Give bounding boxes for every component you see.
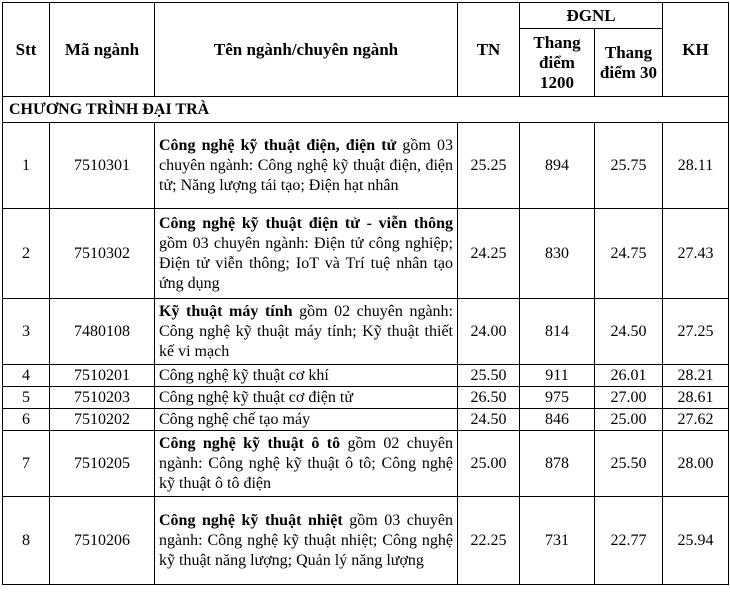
row-dgnl-1200: 878 — [520, 431, 595, 497]
row-stt: 1 — [3, 123, 50, 209]
row-ten-nganh — [155, 123, 458, 209]
row-tn: 24.00 — [458, 299, 520, 365]
row-dgnl-1200: 846 — [520, 409, 595, 431]
row-dgnl-1200: 894 — [520, 123, 595, 209]
row-stt: 6 — [3, 409, 50, 431]
table-row — [3, 387, 729, 409]
row-stt: 5 — [3, 387, 50, 409]
table-row — [3, 299, 729, 365]
row-ten-nganh — [155, 431, 458, 497]
row-ten-nganh-desc: Công nghệ chế tạo máy — [159, 410, 311, 428]
row-ten-nganh — [155, 387, 458, 409]
row-tn: 24.50 — [458, 409, 520, 431]
row-ten-nganh-bold: Công nghệ kỹ thuật nhiệt — [159, 511, 343, 529]
row-dgnl-30: 24.75 — [595, 209, 663, 299]
row-dgnl-30: 26.01 — [595, 365, 663, 387]
section-title: CHƯƠNG TRÌNH ĐẠI TRÀ — [3, 97, 729, 123]
row-ma-nganh: 7480108 — [50, 299, 155, 365]
row-ten-nganh-desc: gồm 03 chuyên ngành: Điện tử công nghiệp; Điện tử viễn thông; IoT và Trí tuệ nhân tạo ứng dụng — [159, 234, 453, 292]
row-kh: 28.11 — [663, 123, 729, 209]
table-row — [3, 123, 729, 209]
row-dgnl-1200: 814 — [520, 299, 595, 365]
header-tn: TN — [458, 3, 520, 97]
row-dgnl-1200: 975 — [520, 387, 595, 409]
row-kh: 27.62 — [663, 409, 729, 431]
row-ma-nganh: 7510201 — [50, 365, 155, 387]
row-kh: 28.21 — [663, 365, 729, 387]
row-kh: 28.00 — [663, 431, 729, 497]
table-row — [3, 365, 729, 387]
row-stt: 2 — [3, 209, 50, 299]
row-tn: 26.50 — [458, 387, 520, 409]
row-ten-nganh — [155, 409, 458, 431]
row-ten-nganh — [155, 365, 458, 387]
header-thang-30: Thang điểm 30 — [595, 29, 663, 97]
row-dgnl-1200: 911 — [520, 365, 595, 387]
row-ten-nganh-bold: Công nghệ kỹ thuật ô tô — [159, 434, 341, 452]
header-ten-nganh: Tên ngành/chuyên ngành — [155, 3, 458, 97]
row-tn: 25.50 — [458, 365, 520, 387]
row-ten-nganh-desc: gồm 02 chuyên ngành: Công nghệ kỹ thuật máy tính; Kỹ thuật thiết kế vi mạch — [159, 302, 453, 360]
row-ma-nganh: 7510205 — [50, 431, 155, 497]
header-thang-1200: Thang điểm 1200 — [520, 29, 595, 97]
row-stt: 7 — [3, 431, 50, 497]
row-dgnl-30: 25.00 — [595, 409, 663, 431]
row-tn: 25.25 — [458, 123, 520, 209]
row-ma-nganh: 7510206 — [50, 497, 155, 585]
header-stt: Stt — [3, 3, 50, 97]
table-row — [3, 497, 729, 585]
row-ma-nganh: 7510302 — [50, 209, 155, 299]
row-kh: 25.94 — [663, 497, 729, 585]
row-dgnl-30: 25.75 — [595, 123, 663, 209]
row-kh: 28.61 — [663, 387, 729, 409]
row-ten-nganh-bold: Kỹ thuật máy tính — [159, 302, 293, 320]
row-tn: 22.25 — [458, 497, 520, 585]
row-dgnl-1200: 830 — [520, 209, 595, 299]
row-dgnl-30: 24.50 — [595, 299, 663, 365]
row-stt: 8 — [3, 497, 50, 585]
header-kh: KH — [663, 3, 729, 97]
row-tn: 24.25 — [458, 209, 520, 299]
row-ma-nganh: 7510202 — [50, 409, 155, 431]
row-ma-nganh: 7510301 — [50, 123, 155, 209]
row-ma-nganh: 7510203 — [50, 387, 155, 409]
header-dgnl: ĐGNL — [520, 3, 663, 29]
row-dgnl-1200: 731 — [520, 497, 595, 585]
row-dgnl-30: 22.77 — [595, 497, 663, 585]
row-ten-nganh-desc: gồm 03 chuyên ngành: Công nghệ kỹ thuật điện, điện tử; Năng lượng tái tạo; Điện hạt nhân — [159, 136, 453, 194]
row-ten-nganh-bold: Công nghệ kỹ thuật điện tử - viễn thông — [159, 214, 453, 232]
row-stt: 3 — [3, 299, 50, 365]
row-ten-nganh — [155, 209, 458, 299]
row-ten-nganh-bold: Công nghệ kỹ thuật điện, điện tử — [159, 136, 397, 154]
row-stt: 4 — [3, 365, 50, 387]
header-row-1 — [3, 3, 729, 29]
table-row — [3, 431, 729, 497]
row-ten-nganh-desc: gồm 02 chuyên ngành: Công nghệ kỹ thuật ô tô; Công nghệ kỹ thuật ô tô điện — [159, 434, 453, 492]
row-dgnl-30: 27.00 — [595, 387, 663, 409]
row-ten-nganh — [155, 497, 458, 585]
row-ten-nganh-desc: gồm 03 chuyên ngành: Công nghệ kỹ thuật nhiệt; Công nghệ kỹ thuật năng lượng; Quản lý năng lượng — [159, 511, 454, 569]
section-row — [3, 97, 729, 123]
table-row — [3, 209, 729, 299]
admission-score-table — [2, 2, 729, 585]
row-kh: 27.43 — [663, 209, 729, 299]
table-row — [3, 409, 729, 431]
row-kh: 27.25 — [663, 299, 729, 365]
row-ten-nganh-desc: Công nghệ kỹ thuật cơ điện tử — [159, 388, 353, 406]
row-dgnl-30: 25.50 — [595, 431, 663, 497]
row-ten-nganh-desc: Công nghệ kỹ thuật cơ khí — [159, 366, 329, 384]
header-ma-nganh: Mã ngành — [50, 3, 155, 97]
row-tn: 25.00 — [458, 431, 520, 497]
row-ten-nganh — [155, 299, 458, 365]
